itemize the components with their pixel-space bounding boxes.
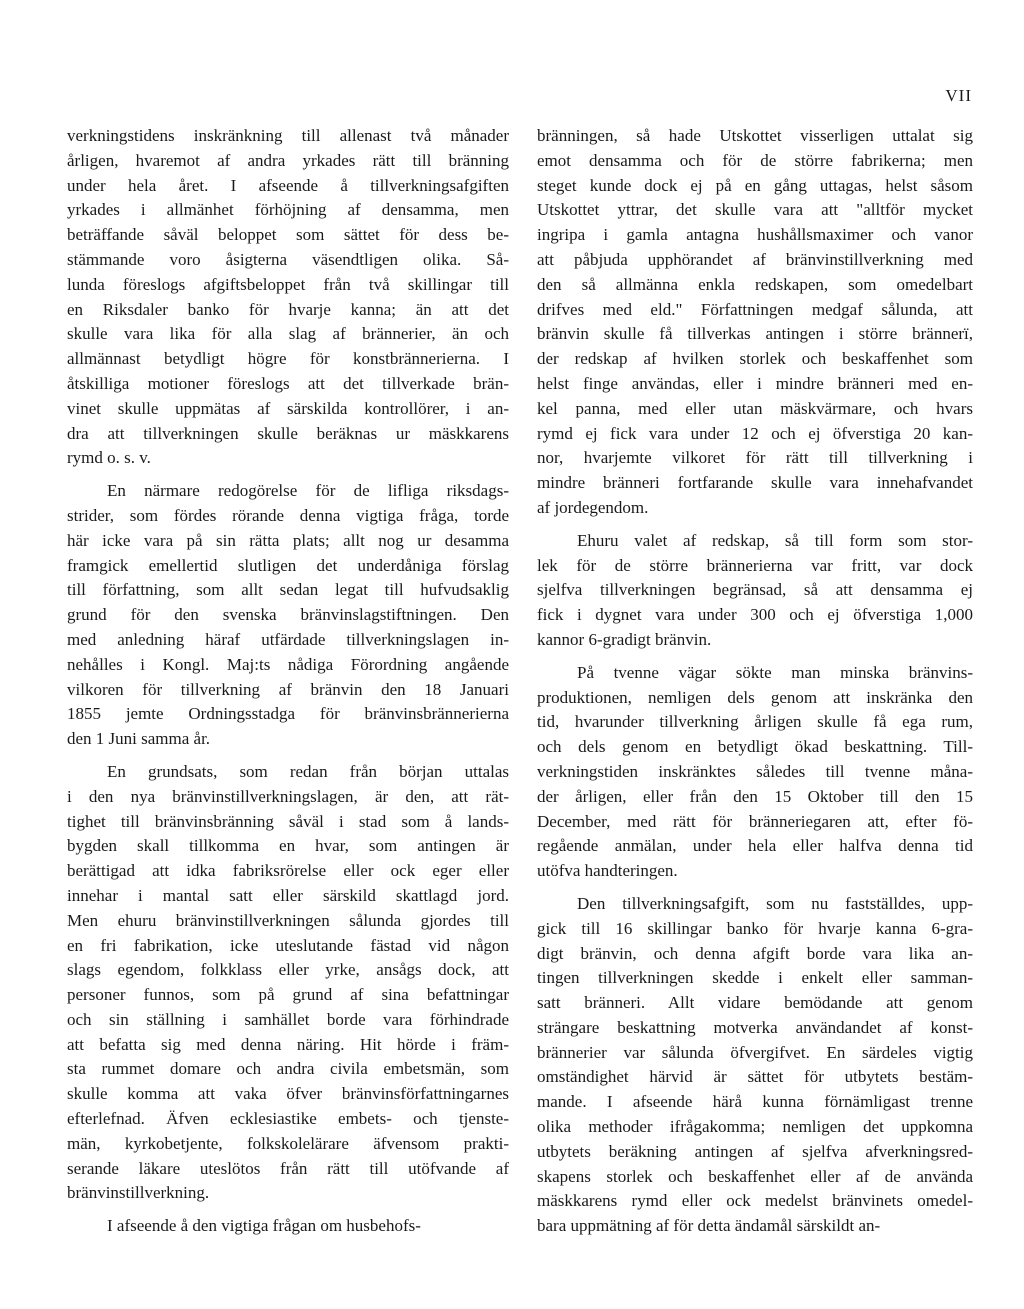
text-line: lunda föreslogs afgiftsbeloppet från två skillingar till xyxy=(67,274,509,294)
text-line: nehålles i Kongl. Maj:ts nådiga Förordning angående xyxy=(67,654,509,674)
text-line: skulle vara lika för alla slag af brännerier, än och xyxy=(67,324,509,344)
text-line: bara uppmätning af för detta ändamål särskildt an- xyxy=(537,1216,881,1236)
text-line: dra att tillverkningen skulle beräknas ur mäskkarens xyxy=(67,423,509,443)
text-line: personer funnos, som på grund af sina befattningar xyxy=(67,985,509,1005)
text-line: fick i dygnet vara under 300 och ej öfverstiga 1,000 xyxy=(537,605,973,625)
text-line: verkningstidens inskränkning till allenast två månader xyxy=(67,126,509,145)
page-number: VII xyxy=(945,86,972,105)
text-line: rymd o. s. v. xyxy=(67,448,151,468)
text-line: att påbjuda upphörandet af bränvinstillverkning med xyxy=(537,249,973,269)
text-line: att befatta sig med denna näring. Hit hörde i främ- xyxy=(67,1034,509,1054)
text-line: sta rummet domare och andra civila embetsmän, som xyxy=(67,1059,509,1079)
text-line: steget kunde dock ej på en gång uttagas, helst såsom xyxy=(537,175,973,195)
text-line: mande. I afseende härå kunna förnämligast trenne xyxy=(537,1092,973,1112)
text-line: efterlefnad. Äfven ecklesiastike embets- och tjenste- xyxy=(67,1109,509,1129)
text-line: här icke vara på sin rätta plats; allt nog ur desamma xyxy=(67,530,509,550)
text-line: olika methoder ifrågakomma; nemligen det uppkomna xyxy=(537,1117,973,1137)
text-line: strider, som fördes rörande denna vigtiga fråga, torde xyxy=(67,505,509,525)
text-line: I afseende å den vigtiga frågan om husbehofs- xyxy=(107,1216,421,1236)
text-line: till författning, som allt sedan legat till hufvudsaklig xyxy=(67,580,509,600)
text-line: nor, hvarjemte vilkoret för rätt till tillverkning i xyxy=(537,448,973,468)
text-line: under hela året. I afseende å tillverkningsafgiften xyxy=(67,175,509,195)
text-line: December, med rätt för bränneriegaren att, efter fö- xyxy=(537,811,973,831)
text-line: 1855 jemte Ordningsstadga för bränvinsbrännerierna xyxy=(67,704,509,724)
text-line: framgick emellertid slutligen det underdåniga förslag xyxy=(67,555,509,575)
text-line: serande läkare uteslötos från rätt till utöfvande af xyxy=(67,1158,509,1178)
text-line: der årligen, eller från den 15 Oktober till den 15 xyxy=(537,786,973,806)
text-line: ingripa i gamla antagna hushållsmaximer och vanor xyxy=(537,225,973,245)
text-line: En närmare redogörelse för de lifliga riksdags- xyxy=(107,481,509,501)
text-line: Utskottet yttrar, det skulle vara att "alltför mycket xyxy=(537,200,973,220)
text-line: stämmande voro åsigterna väsendtligen olika. Så- xyxy=(67,249,509,269)
text-line: bränvinstillverkning. xyxy=(67,1183,210,1203)
text-line: bränningen, så hade Utskottet visserligen uttalat sig xyxy=(537,126,973,145)
text-line: emot densamma och för de större fabrikerna; men xyxy=(537,150,973,170)
text-line: årligen, hvaremot af andra yrkades rätt till bränning xyxy=(67,150,509,170)
text-line: Men ehuru bränvinstillverkningen sålunda gjordes till xyxy=(67,910,509,930)
right-column xyxy=(537,124,973,1239)
text-line: utbytets beräkning antingen af sjelfva afverkningsred- xyxy=(537,1141,973,1161)
text-line: bygden skall tillkomma en hvar, som antingen är xyxy=(67,836,509,856)
text-line: rymd ej fick vara under 12 och ej öfverstiga 20 kan- xyxy=(537,423,973,443)
text-line: en Riksdaler banko för hvarje kanna; än att det xyxy=(67,299,509,319)
text-line: mindre bränneri fortfarande skulle vara innehafvandet xyxy=(537,473,973,493)
text-line: drifves med eld." Författningen medgaf sålunda, att xyxy=(537,299,973,319)
text-line: der redskap af hvilken storlek och beskaffenhet som xyxy=(537,349,973,369)
text-line: och sin ställning i samhället borde vara förhindrade xyxy=(67,1009,509,1029)
text-line: strängare beskattning motverka användandet af konst- xyxy=(537,1017,973,1037)
text-line: gick till 16 skillingar banko för hvarje kanna 6-gra- xyxy=(537,918,973,938)
text-line: af jordegendom. xyxy=(537,497,649,517)
text-line: den 1 Juni samma år. xyxy=(67,729,211,749)
text-line: åtskilliga motioner föreslogs att det tillverkade brän- xyxy=(67,373,509,393)
text-line: lek för de större brännerierna var fritt, var dock xyxy=(537,555,973,575)
text-line: verkningstiden inskränktes således till tvenne måna- xyxy=(537,761,973,781)
text-line: helst finge användas, eller i mindre bränneri med en- xyxy=(537,373,973,393)
text-line: skapens storlek och beskaffenhet eller af de använda xyxy=(537,1166,973,1186)
text-line: och dels genom en betydligt ökad beskattning. Till- xyxy=(537,737,973,757)
text-line: mäskkarens rymd eller ock medelst bränvinets omedel- xyxy=(537,1191,973,1211)
text-line: grund för den svenska bränvinslagstiftningen. Den xyxy=(67,605,509,625)
text-line: En grundsats, som redan från början uttalas xyxy=(107,761,509,781)
text-line: digt bränvin, och denna afgift borde vara lika an- xyxy=(537,943,973,963)
text-line: brännerier var sålunda öfvergifvet. En särdeles vigtig xyxy=(537,1042,973,1062)
text-line: beträffande såväl beloppet som sättet för dess be- xyxy=(67,225,509,245)
text-line: slags egendom, folkklass eller yrke, ansågs dock, att xyxy=(67,960,509,980)
text-line: en fri fabrikation, icke uteslutande fästad vid någon xyxy=(67,935,509,955)
text-line: kannor 6-gradigt bränvin. xyxy=(537,629,712,649)
text-line: skulle komma att vaka öfver bränvinsförfattningarnes xyxy=(67,1084,509,1104)
left-column xyxy=(67,124,509,1239)
text-line: den så allmänna enkla redskapen, som omedelbart xyxy=(537,274,973,294)
text-line: berättigad att idka fabriksrörelse eller ock eger eller xyxy=(67,861,509,881)
text-line: innehar i mantal satt eller särskild skattlagd jord. xyxy=(67,885,509,905)
text-line: Den tillverkningsafgift, som nu fastställdes, upp- xyxy=(577,893,973,913)
text-line: vilkoren för tillverkning af bränvin den 18 Januari xyxy=(67,679,509,699)
text-line: vinet skulle uppmätas af särskilda kontrollörer, i an- xyxy=(67,398,509,418)
text-line: sjelfva tillverkningen begränsad, så att densamma ej xyxy=(537,580,973,600)
text-line: produktionen, nemligen dels genom att inskränka den xyxy=(537,687,973,707)
text-line: På tvenne vägar sökte man minska bränvins- xyxy=(577,662,973,682)
text-line: satt bränneri. Allt vidare bemödande att genom xyxy=(537,993,973,1013)
text-line: bränvin skulle få tillverkas antingen i större brännerï, xyxy=(537,324,973,344)
text-line: allmännast betydligt högre för konstbrännerierna. I xyxy=(67,349,509,369)
text-line: omständighet härvid är sättet för utbytets bestäm- xyxy=(537,1067,973,1087)
text-line: Ehuru valet af redskap, så till form som stor- xyxy=(577,530,973,550)
text-line: tighet till bränvinsbränning såväl i stad som å lands- xyxy=(67,811,509,831)
text-line: regående anmälan, under hela eller halfva denna tid xyxy=(537,836,973,856)
text-line: tid, hvarunder tillverkning årligen skulle få ega rum, xyxy=(537,712,973,732)
text-line: i den nya bränvinstillverkningslagen, är den, att rät- xyxy=(67,786,509,806)
text-line: män, kyrkobetjente, folkskolelärare äfvensom prakti- xyxy=(67,1133,509,1153)
text-line: tingen tillverkningen skedde i enkelt eller samman- xyxy=(537,968,973,988)
text-line: yrkades i allmänhet förhöjning af densamma, men xyxy=(67,200,509,220)
text-line: kel panna, med eller utan mäskvärmare, och hvars xyxy=(537,398,973,418)
text-line: med anledning häraf utfärdade tillverkningslagen in- xyxy=(67,629,509,649)
text-line: utöfva handteringen. xyxy=(537,861,678,881)
